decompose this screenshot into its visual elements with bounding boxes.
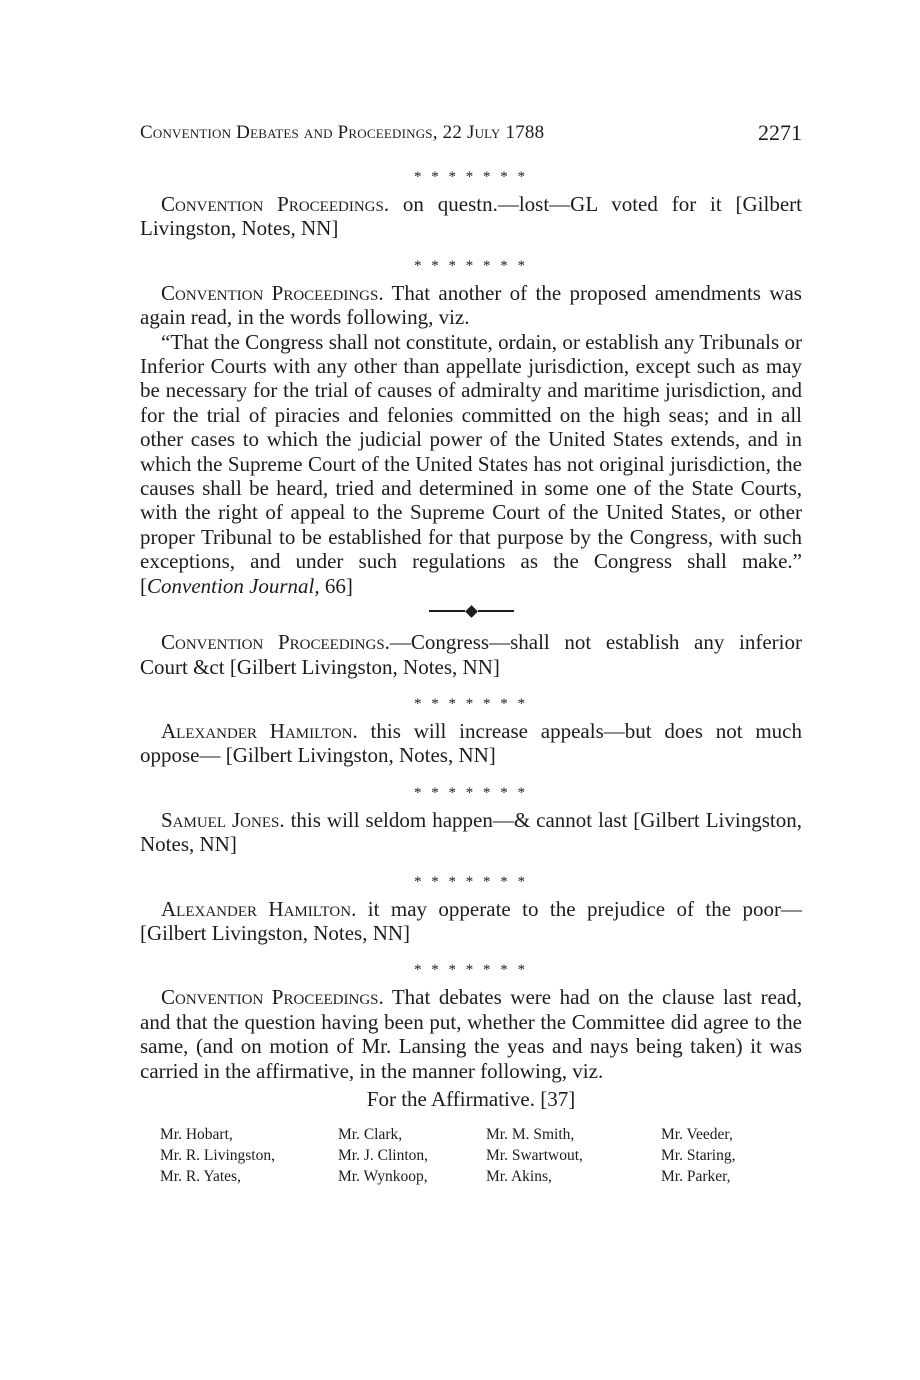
asterisk-separator: * * * * * * * [414,257,528,274]
voter-name: Mr. Clark, [338,1125,403,1143]
asterisk-separator: * * * * * * * [414,873,528,890]
entry-text: it may opperate to the prejudice of the poor— [Gilbert Livingston, Notes, NN] [140,896,802,945]
voter-name: Mr. Wynkoop, [338,1167,428,1185]
vote-column [661,1124,736,1187]
asterisk-separator: * * * * * * * [414,169,528,185]
asterisk-separator: * * * * * * * [414,962,528,979]
voter-name: Mr. J. Clinton, [338,1146,429,1164]
vote-column [160,1124,275,1187]
proceedings-entry [140,719,802,768]
source-page: 66] [319,573,353,598]
entry-text: on questn.—lost—GL voted for it [Gilbert Livingston, Notes, NN] [140,192,802,241]
vote-column [486,1124,583,1187]
voter-name: Mr. Staring, [661,1146,736,1164]
speaker-name: Convention Proceedings. [161,280,384,305]
voter-name: Mr. Veeder, [661,1125,733,1143]
proceedings-entry [140,281,802,330]
proceedings-entry [140,630,802,679]
proceedings-entry [140,808,802,857]
running-title: Convention Debates and Proceedings, 22 July 1788 [140,122,545,143]
running-head [140,120,802,152]
entry-text: That debates were had on the clause last read, and that the question having been put, whether the Committee did agree to the same, (and on motion of Mr. Lansing the yeas and nays being taken) it was carried in the affirmative, in the manner following, viz. [140,985,802,1083]
voter-name: Mr. R. Livingston, [160,1146,275,1164]
vote-column [338,1124,428,1187]
voter-name: Mr. Swartwout, [486,1146,583,1164]
entry-text: That another of the proposed amendments was again read, in the words following, viz. [140,280,802,330]
proceedings-entry [140,897,802,946]
quote-text: “That the Congress shall not constitute, ordain, or establish any Tribunals or Inferior Courts with any other than appellate jurisdiction, except such as may be necessary for the trial of causes of admiralty and maritime jurisdiction, and for the trial of piracies and felonies committed on the high seas; and in all other cases to which the judicial power of the United States extends, and in which the Supreme Court of the United States has not original jurisdiction, the causes shall be heard, tried and determined in some one of the State Courts, with the right of appeal to the Supreme Court of the United States, or other proper Tribunal to be established for that purpose by the Congress, with such exceptions, and under such regulations as the Congress shall make.” [ [140,329,802,598]
document-page [140,120,802,1194]
source-citation: Convention Journal, [147,573,320,598]
speaker-name: Samuel Jones. [161,807,285,832]
entry-text: this will seldom happen—& cannot last [Gilbert Livingston, Notes, NN] [140,807,802,857]
entry-text: this will increase appeals—but does not much oppose— [Gilbert Livingston, Notes, NN] [140,718,802,768]
page-number: 2271 [758,120,802,145]
speaker-name: Alexander Hamilton. [161,718,358,743]
amendment-quote [140,330,802,598]
section-ornament [140,604,802,618]
voter-name: Mr. M. Smith, [486,1125,575,1143]
entry-text: —Congress—shall not establish any inferior Court &ct [Gilbert Livingston, Notes, NN] [140,630,802,679]
proceedings-entry [140,192,802,241]
voter-name: Mr. Parker, [661,1167,731,1185]
diamond-icon [465,605,478,618]
ornament-line [429,610,465,612]
speaker-name: Convention Proceedings. [161,630,390,655]
vote-list [140,1124,802,1194]
speaker-name: Convention Proceedings. [161,192,390,216]
asterisk-separator: * * * * * * * [414,695,528,712]
ornament-line [478,610,514,612]
speaker-name: Alexander Hamilton. [161,896,357,921]
asterisk-separator: * * * * * * * [414,784,528,801]
voter-name: Mr. Akins, [486,1167,552,1185]
voter-name: Mr. R. Yates, [160,1167,241,1185]
voter-name: Mr. Hobart, [160,1125,233,1143]
speaker-name: Convention Proceedings. [161,985,384,1010]
vote-heading: For the Affirmative. [37] [366,1086,576,1111]
proceedings-entry [140,985,802,1083]
